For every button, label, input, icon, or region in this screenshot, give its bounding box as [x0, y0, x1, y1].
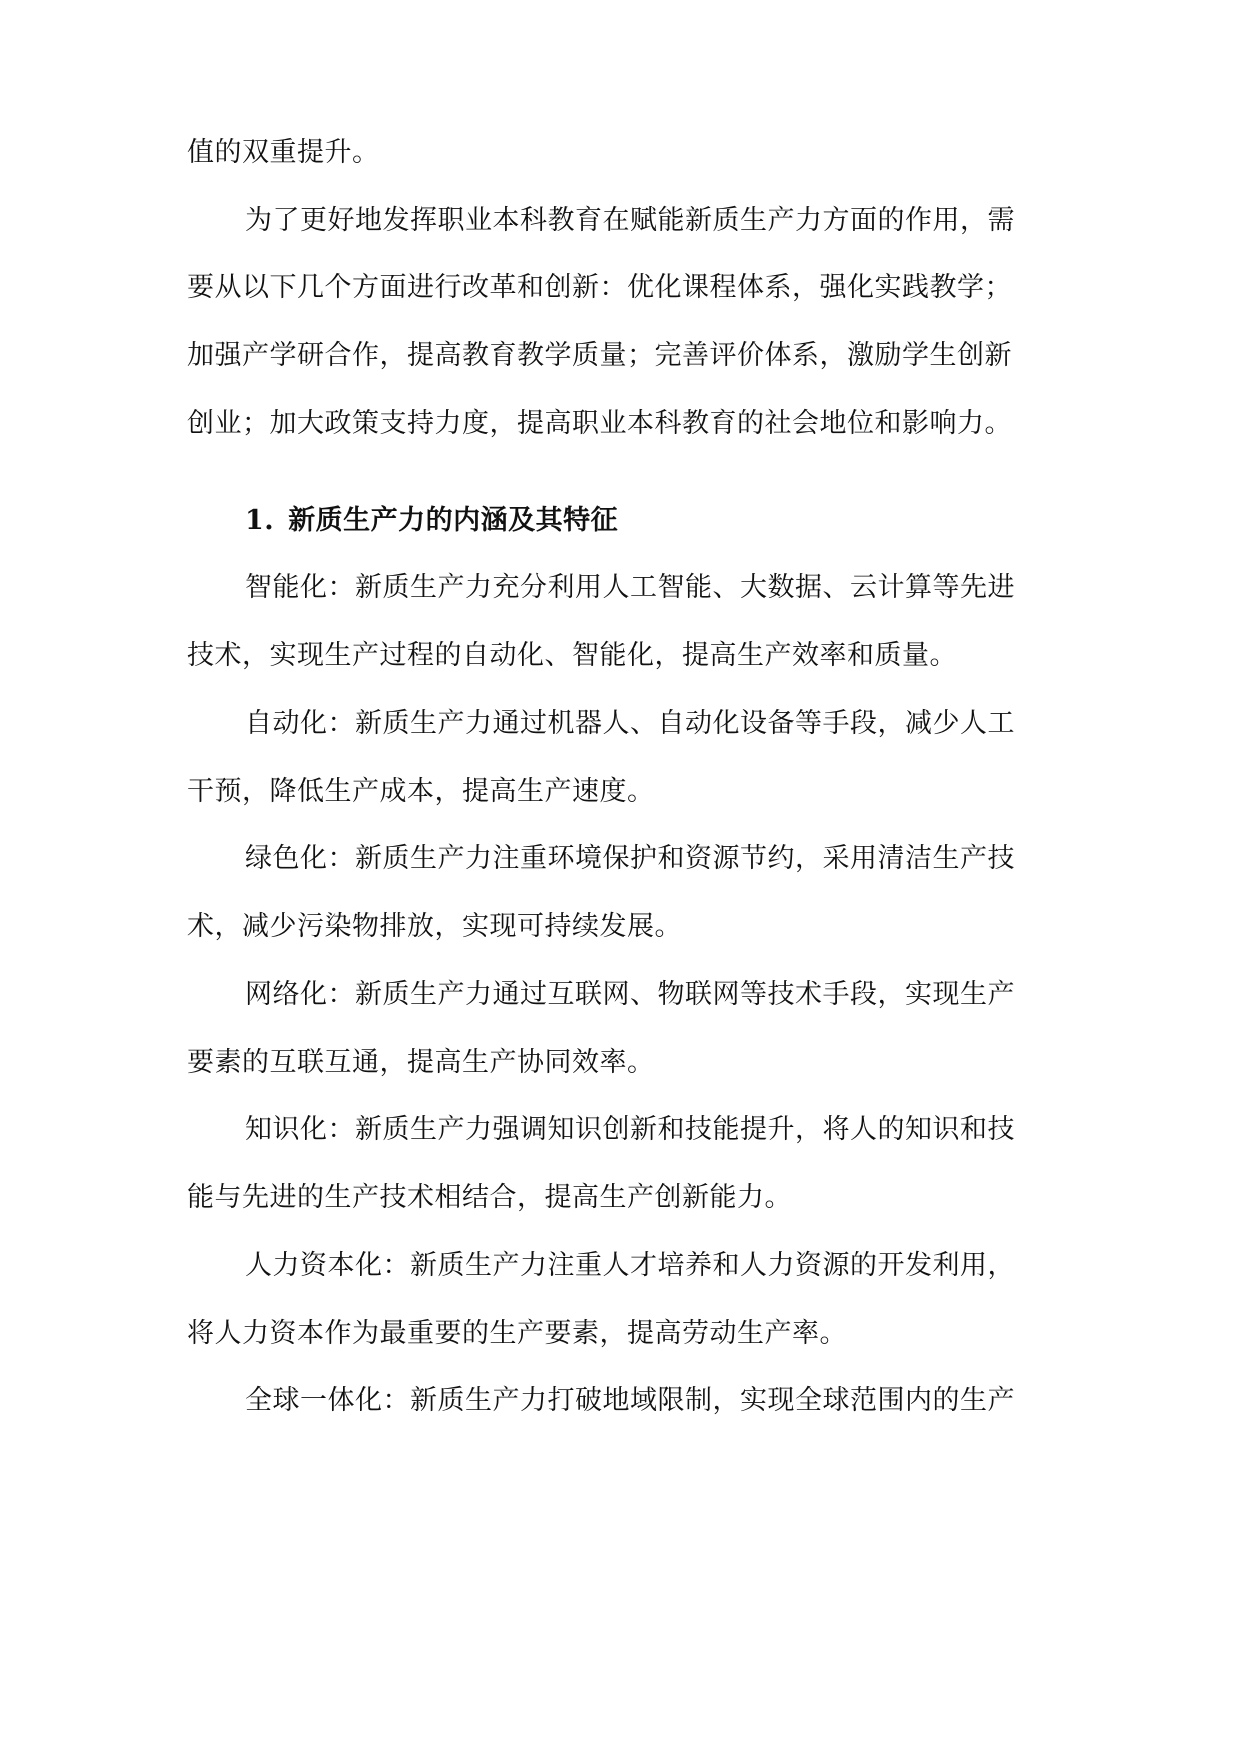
paragraph-knowledge-line-2: 能与先进的生产技术相结合，提高生产创新能力。 [187, 1182, 792, 1213]
paragraph-human-capital-line-2: 将人力资本作为最重要的生产要素，提高劳动生产率。 [187, 1318, 847, 1349]
paragraph-green-line-1: 绿色化：新质生产力注重环境保护和资源节约，采用清洁生产技 [245, 843, 1015, 874]
section-heading [245, 503, 618, 539]
paragraph-automation-line-2: 干预，降低生产成本，提高生产速度。 [187, 776, 655, 807]
paragraph-global-line-1: 全球一体化：新质生产力打破地域限制，实现全球范围内的生产 [245, 1385, 1015, 1416]
paragraph-automation-line-1: 自动化：新质生产力通过机器人、自动化设备等手段，减少人工 [245, 708, 1015, 739]
paragraph-reform-line-1: 为了更好地发挥职业本科教育在赋能新质生产力方面的作用，需 [245, 205, 1015, 236]
paragraph-green-line-2: 术，减少污染物排放，实现可持续发展。 [187, 911, 682, 942]
paragraph-knowledge-line-1: 知识化：新质生产力强调知识创新和技能提升，将人的知识和技 [245, 1114, 1015, 1145]
paragraph-reform-line-2: 要从以下几个方面进行改革和创新：优化课程体系，强化实践教学； [187, 272, 1012, 303]
paragraph-intelligent-line-1: 智能化：新质生产力充分利用人工智能、大数据、云计算等先进 [245, 572, 1015, 603]
section-title: 新质生产力的内涵及其特征 [288, 505, 619, 536]
paragraph-intelligent-line-2: 技术，实现生产过程的自动化、智能化，提高生产效率和质量。 [187, 640, 957, 671]
paragraph-reform-line-3: 加强产学研合作，提高教育教学质量；完善评价体系，激励学生创新 [187, 340, 1012, 371]
paragraph-network-line-1: 网络化：新质生产力通过互联网、物联网等技术手段，实现生产 [245, 979, 1015, 1010]
paragraph-reform-line-4: 创业；加大政策支持力度，提高职业本科教育的社会地位和影响力。 [187, 408, 1012, 439]
paragraph-continuation: 值的双重提升。 [187, 137, 380, 168]
paragraph-network-line-2: 要素的互联互通，提高生产协同效率。 [187, 1047, 655, 1078]
section-number: 1. [245, 505, 275, 536]
paragraph-human-capital-line-1: 人力资本化：新质生产力注重人才培养和人力资源的开发利用， [245, 1250, 1015, 1281]
